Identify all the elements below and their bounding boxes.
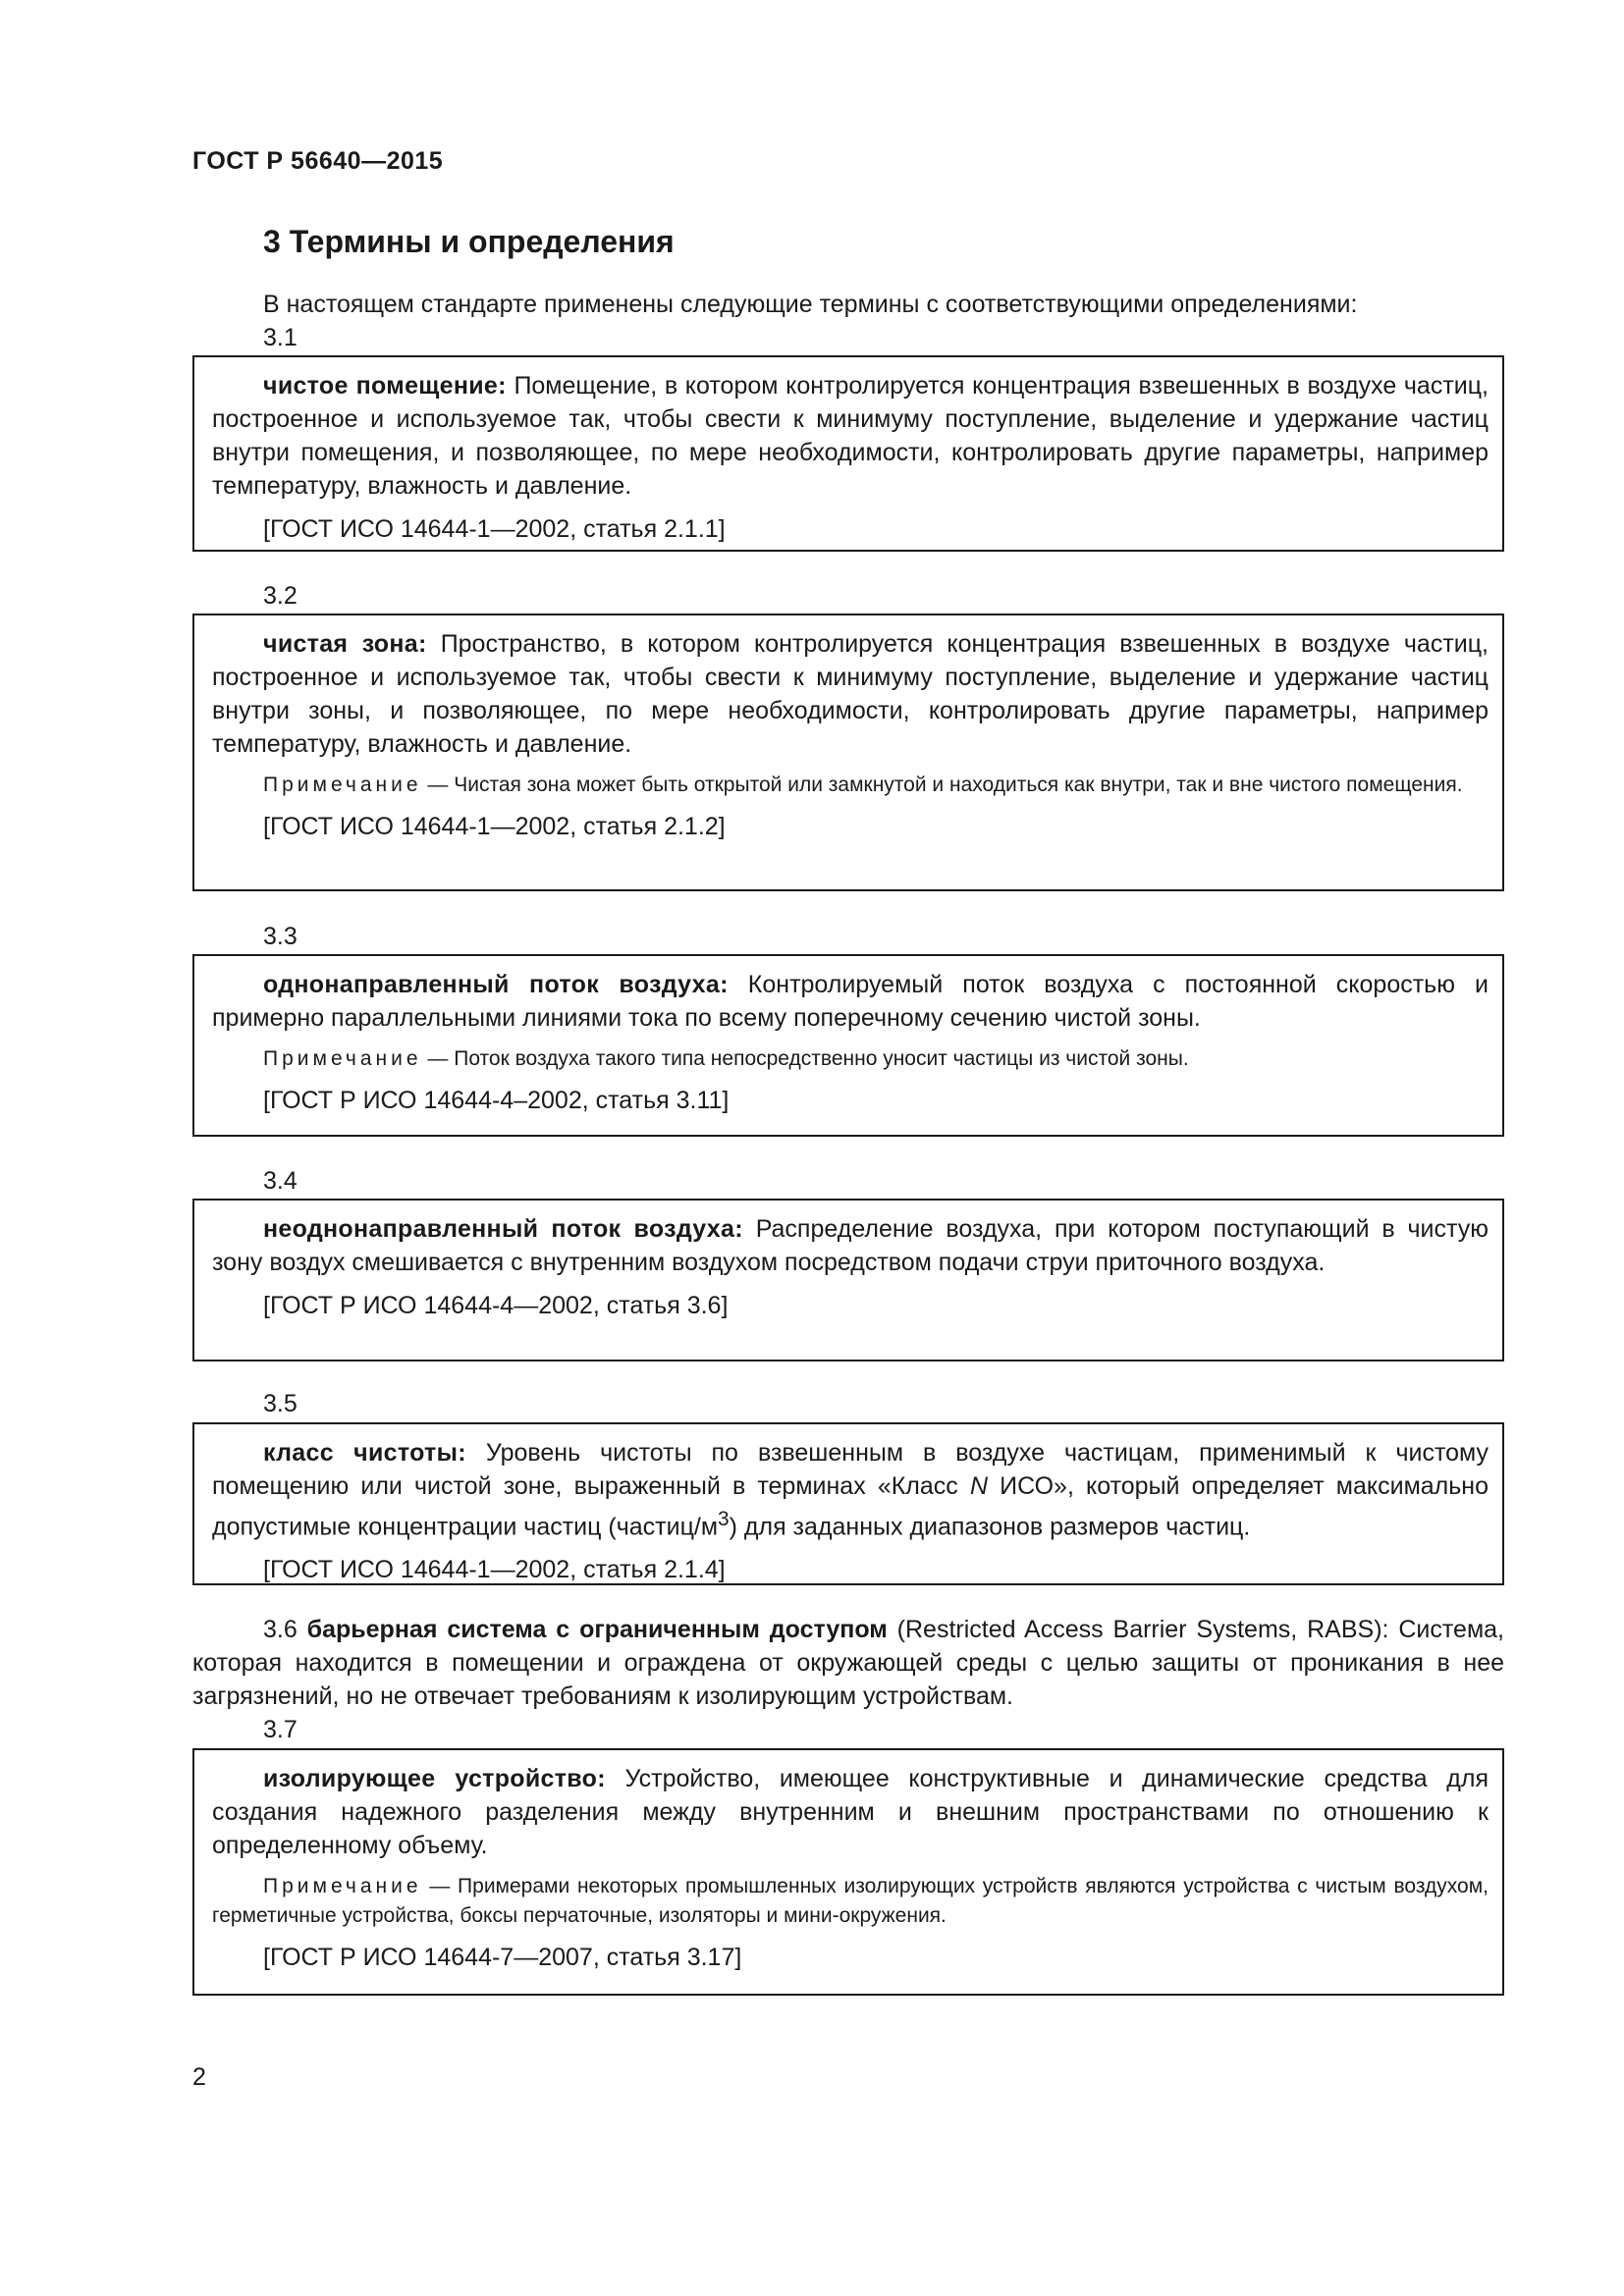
term-name: однонаправленный поток воздуха: bbox=[263, 971, 729, 998]
term-definition-text: Устройство, имеющее конструктивные и динамические средства для создания надежного разделения между внутренним и внешним пространствами по отношению к определенному объему. bbox=[212, 1765, 1489, 1859]
note-text: — Примерами некоторых промышленных изолирующих устройств являются устройства с чистым воздухом, герметичные устройства, боксы перчаточные, изоляторы и мини-окружения. bbox=[212, 1875, 1489, 1927]
term-source: [ГОСТ ИСО 14644-1—2002, статья 2.1.1] bbox=[263, 515, 726, 543]
term-name: класс чистоты: bbox=[263, 1439, 466, 1467]
term-definition-text: Распределение воздуха, при котором поступающий в чистую зону воздух смешивается с внутренним воздухом посредством подачи струи приточного воздуха. bbox=[212, 1215, 1489, 1276]
term-number-3-6: 3.6 bbox=[263, 1616, 298, 1643]
term-source: [ГОСТ ИСО 14644-1—2002, статья 2.1.2] bbox=[263, 813, 726, 840]
term-definition bbox=[212, 369, 1489, 503]
term-name: изолирующее устройство: bbox=[263, 1765, 606, 1792]
term-definition-superscript: 3 bbox=[718, 1508, 730, 1530]
term-source: [ГОСТ Р ИСО 14644-4—2002, статья 3.6] bbox=[263, 1292, 729, 1319]
term-definition-text: Контролируемый поток воздуха с постоянной скоростью и примерно параллельными линиями тока по всему поперечному сечению чистой зоны. bbox=[212, 971, 1489, 1032]
term-box-3-7 bbox=[192, 1748, 1504, 1996]
term-source: [ГОСТ ИСО 14644-1—2002, статья 2.1.4] bbox=[263, 1556, 726, 1584]
term-definition-text-c: ) для заданных диапазонов размеров частиц. bbox=[729, 1513, 1251, 1541]
note-label: Примечание bbox=[263, 1047, 422, 1070]
term-box-3-1 bbox=[192, 355, 1504, 552]
term-box-3-5 bbox=[192, 1422, 1504, 1585]
term-name: неоднонаправленный поток воздуха: bbox=[263, 1215, 743, 1243]
term-definition bbox=[212, 1436, 1489, 1543]
term-number-3-2: 3.2 bbox=[263, 582, 298, 610]
term-name: барьерная система с ограниченным доступом bbox=[306, 1616, 888, 1643]
term-definition-text: Пространство, в котором контролируется концентрация взвешенных в воздухе частиц, построенное и используемое так, чтобы свести к минимуму поступление, выделение и удержание частиц внутри зоны, и позволяющее, по мере необходимости, контролировать другие параметры, например температуру, влажность и давление. bbox=[212, 630, 1489, 758]
term-definition bbox=[212, 627, 1489, 761]
term-number-3-5: 3.5 bbox=[263, 1390, 298, 1417]
document-code: ГОСТ Р 56640—2015 bbox=[192, 147, 444, 175]
term-box-3-2 bbox=[192, 614, 1504, 891]
term-source: [ГОСТ Р ИСО 14644-4–2002, статья 3.11] bbox=[263, 1087, 730, 1114]
term-number-3-1: 3.1 bbox=[263, 324, 298, 351]
note-text: — Поток воздуха такого типа непосредственно уносит частицы из чистой зоны. bbox=[421, 1047, 1189, 1070]
note-label: Примечание bbox=[263, 774, 422, 796]
term-definition bbox=[212, 1762, 1489, 1862]
term-note bbox=[212, 1872, 1489, 1931]
term-number-3-3: 3.3 bbox=[263, 923, 298, 950]
term-note bbox=[212, 771, 1489, 800]
term-box-3-4 bbox=[192, 1199, 1504, 1362]
term-definition-text: Помещение, в котором контролируется концентрация взвешенных в воздухе частиц, построенное и используемое так, чтобы свести к минимуму поступление, выделение и удержание частиц внутри помещения, и позволяющее, по мере необходимости, контролировать другие параметры, например температуру, влажность и давление. bbox=[212, 372, 1489, 500]
term-definition-text-a: Уровень чистоты по взвешенным в воздухе частицам, применимый к чистому помещению или чистой зоне, выраженный в терминах «Класс bbox=[212, 1439, 1489, 1500]
term-definition bbox=[212, 968, 1489, 1035]
term-definition-italic: N bbox=[969, 1472, 988, 1500]
term-note bbox=[212, 1044, 1489, 1074]
term-number-3-7: 3.7 bbox=[263, 1716, 298, 1743]
term-name: чистое помещение: bbox=[263, 372, 507, 400]
term-definition-text-b: ИСО», который определяет максимально допустимые концентрации частиц (частиц/м bbox=[212, 1472, 1489, 1541]
term-paragraph-3-6 bbox=[192, 1613, 1504, 1713]
term-box-3-3 bbox=[192, 954, 1504, 1137]
term-name: чистая зона: bbox=[263, 630, 427, 658]
section-intro: В настоящем стандарте применены следующие термины с соответствующими определениями: bbox=[263, 291, 1358, 318]
section-title: 3 Термины и определения bbox=[263, 224, 675, 259]
term-source: [ГОСТ Р ИСО 14644-7—2007, статья 3.17] bbox=[263, 1944, 742, 1971]
term-number-3-4: 3.4 bbox=[263, 1167, 298, 1195]
term-definition-text: (Restricted Access Barrier Systems, RABS): Система, которая находится в помещении и ограждена от окружающей среды с целью защиты от проникания в нее загрязнений, но не отвечает требованиям к изолирующим устройствам. bbox=[192, 1616, 1504, 1710]
note-text: — Чистая зона может быть открытой или замкнутой и находиться как внутри, так и вне чистого помещения. bbox=[421, 774, 1463, 796]
page-number: 2 bbox=[192, 2063, 206, 2091]
note-label: Примечание bbox=[263, 1875, 422, 1897]
term-definition bbox=[212, 1212, 1489, 1279]
